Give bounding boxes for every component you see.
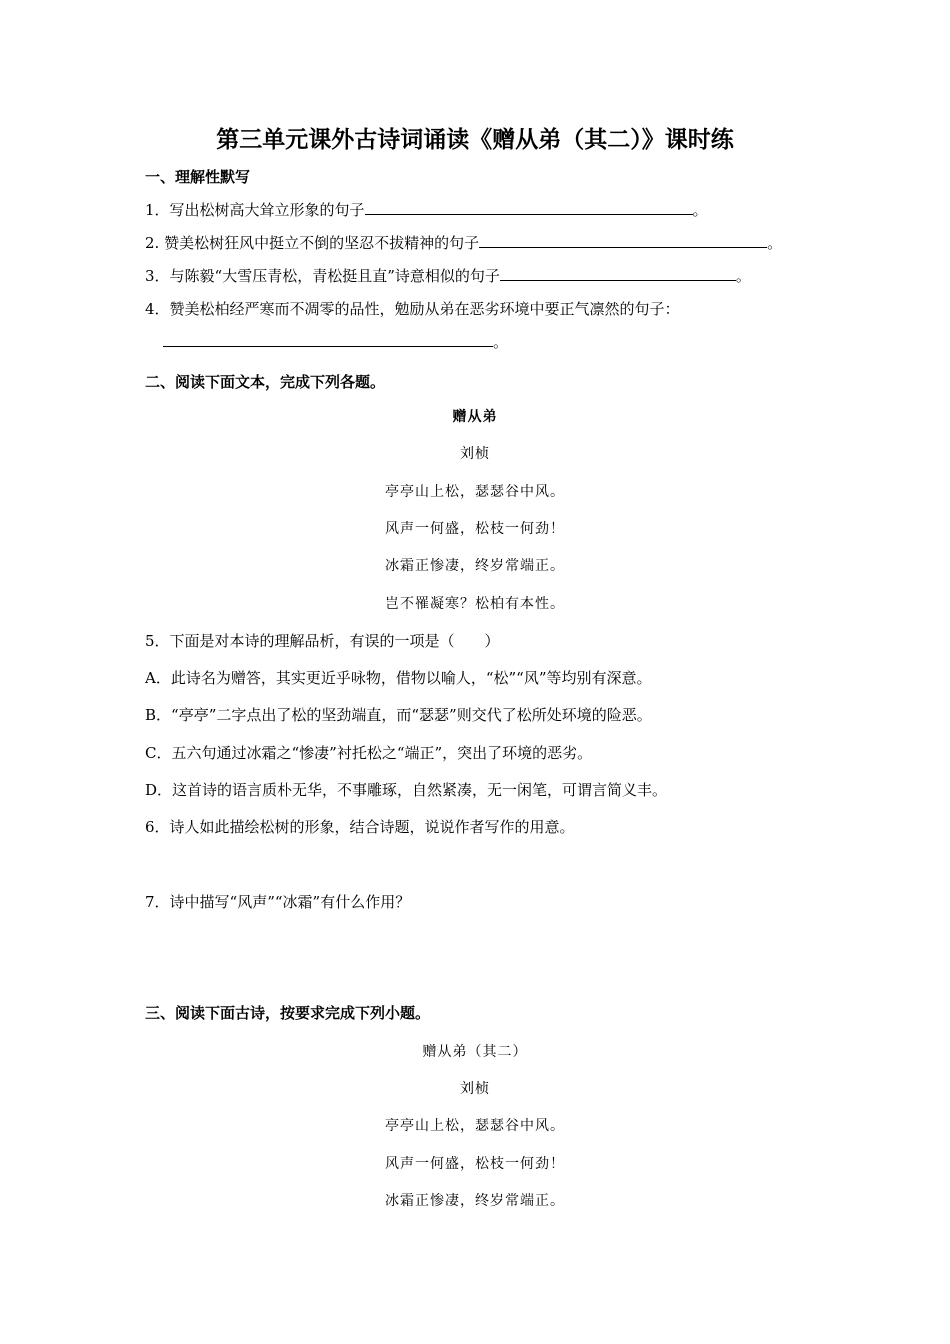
section2-heading: 二、阅读下面文本，完成下列各题。 <box>145 373 386 391</box>
section3-heading: 三、阅读下面古诗，按要求完成下列小题。 <box>145 1004 431 1022</box>
section1-heading: 一、理解性默写 <box>145 168 251 186</box>
question-5: 5．下面是对本诗的理解品析，有误的一项是（ ） <box>145 632 500 650</box>
question-3-text: 3．与陈毅“大雪压青松，青松挺且直”诗意相似的句子 <box>145 267 500 285</box>
question-4: 4．赞美松柏经严寒而不凋零的品性，勉励从弟在恶劣环境中要正气凛然的句子： <box>145 300 680 318</box>
poem-title: 赠从弟（其二） <box>422 1044 528 1060</box>
option-d: D．这首诗的语言质朴无华，不事雕琢，自然紧凑，无一闲笔，可谓言简义丰。 <box>145 781 668 799</box>
page-title: 第三单元课外古诗词诵读《赠从弟（其二）》课时练 <box>216 126 734 153</box>
poem-line: 岂不罹凝寒？松柏有本性。 <box>385 596 565 612</box>
poem-line: 冰霜正惨凄，终岁常端正。 <box>385 558 565 574</box>
option-a: A．此诗名为赠答，其实更近乎咏物，借物以喻人，“松”“风”等均别有深意。 <box>145 669 652 687</box>
poem-line: 冰霜正惨凄，终岁常端正。 <box>385 1193 565 1209</box>
end-mark: 。 <box>692 201 708 219</box>
poem-line: 亭亭山上松，瑟瑟谷中风。 <box>385 1118 565 1134</box>
poem-author: 刘桢 <box>460 1081 490 1097</box>
answer-blank-3[interactable] <box>500 266 736 281</box>
question-4-answer-line <box>163 332 508 352</box>
option-c: C．五六句通过冰霜之“惨凄”衬托松之“端正”，突出了环境的恶劣。 <box>145 744 593 762</box>
poem-line: 风声一何盛，松枝一何劲！ <box>385 1156 565 1172</box>
poem-author: 刘桢 <box>460 446 490 462</box>
end-mark: 。 <box>767 234 783 252</box>
question-3 <box>145 266 751 286</box>
end-mark: 。 <box>493 333 509 351</box>
end-mark: 。 <box>735 267 751 285</box>
option-b: B．“亭亭”二字点出了松的坚劲端直，而“瑟瑟”则交代了松所处环境的险恶。 <box>145 706 652 724</box>
question-1 <box>145 200 708 220</box>
answer-blank-1[interactable] <box>365 200 693 215</box>
poem-line: 亭亭山上松，瑟瑟谷中风。 <box>385 484 565 500</box>
poem-title: 赠从弟 <box>452 409 498 425</box>
poem-line: 风声一何盛，松枝一何劲！ <box>385 521 565 537</box>
question-1-text: 1．写出松树高大耸立形象的句子 <box>145 201 365 219</box>
question-6: 6．诗人如此描绘松树的形象，结合诗题，说说作者写作的用意。 <box>145 818 575 836</box>
question-2 <box>145 233 782 253</box>
question-7: 7．诗中描写“风声”“冰霜”有什么作用？ <box>145 893 411 911</box>
answer-blank-2[interactable] <box>479 233 767 248</box>
question-2-text: 2. 赞美松树狂风中挺立不倒的坚忍不拔精神的句子 <box>145 234 480 252</box>
answer-blank-4[interactable] <box>163 332 493 347</box>
